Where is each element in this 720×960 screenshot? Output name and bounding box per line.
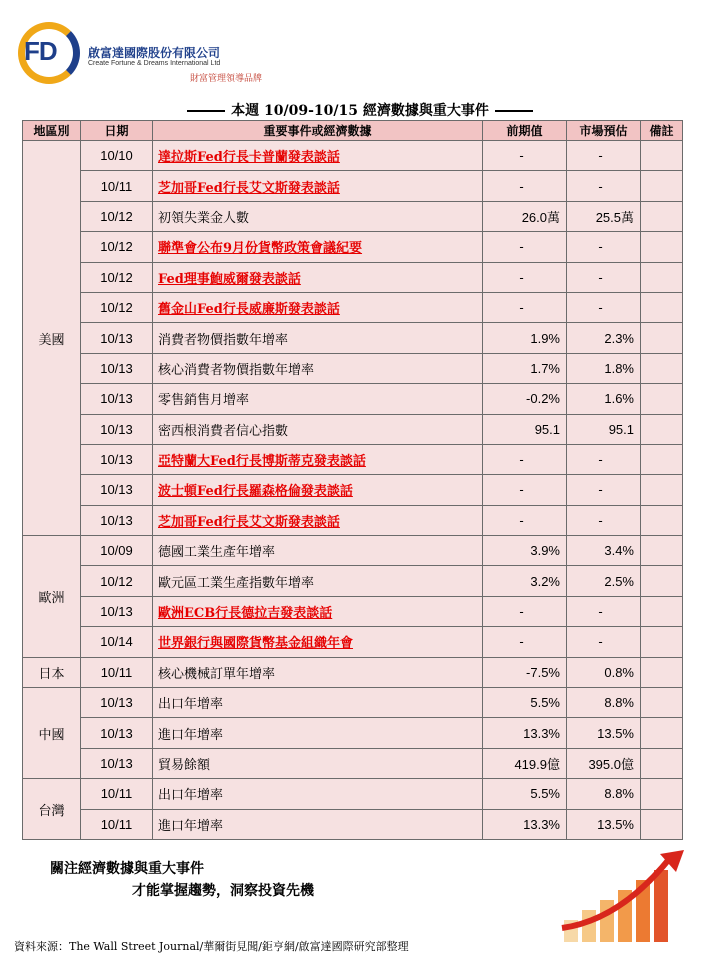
date-cell: 10/14 xyxy=(81,627,153,657)
date-cell: 10/11 xyxy=(81,657,153,687)
footer-slogan-line1: 關注經濟數據與重大事件 xyxy=(50,861,204,877)
forecast-value-cell: - xyxy=(567,627,641,657)
forecast-value-cell: 395.0億 xyxy=(567,748,641,778)
table-row xyxy=(23,718,683,748)
table-row xyxy=(23,748,683,778)
previous-value-cell: 13.3% xyxy=(483,809,567,839)
forecast-value-cell: 13.5% xyxy=(567,718,641,748)
event-cell: 歐洲ECB行長德拉吉發表談話 xyxy=(153,596,483,626)
event-cell: 亞特蘭大Fed行長博斯蒂克發表談話 xyxy=(153,444,483,474)
company-logo xyxy=(18,22,263,92)
growth-arrow-illustration xyxy=(560,850,690,946)
forecast-value-cell: 0.8% xyxy=(567,657,641,687)
event-cell: 德國工業生產年增率 xyxy=(153,536,483,566)
event-cell: 出口年增率 xyxy=(153,688,483,718)
title-rule-right xyxy=(495,110,533,112)
header-previous: 前期值 xyxy=(483,121,567,141)
note-cell xyxy=(641,566,683,596)
date-cell: 10/13 xyxy=(81,323,153,353)
date-cell: 10/13 xyxy=(81,444,153,474)
title-rule-left xyxy=(187,110,225,112)
deco-arrow-curve xyxy=(562,858,670,928)
table-row xyxy=(23,688,683,718)
table-row xyxy=(23,779,683,809)
table-row xyxy=(23,201,683,231)
forecast-value-cell: 13.5% xyxy=(567,809,641,839)
note-cell xyxy=(641,384,683,414)
event-cell: 舊金山Fed行長威廉斯發表談話 xyxy=(153,292,483,322)
note-cell xyxy=(641,596,683,626)
page-title: 本週 10/09-10/15 經濟數據與重大事件 xyxy=(231,103,489,119)
events-table xyxy=(22,120,683,840)
note-cell xyxy=(641,748,683,778)
previous-value-cell: 419.9億 xyxy=(483,748,567,778)
previous-value-cell: 3.9% xyxy=(483,536,567,566)
event-cell: 核心消費者物價指數年增率 xyxy=(153,353,483,383)
date-cell: 10/13 xyxy=(81,596,153,626)
date-cell: 10/13 xyxy=(81,475,153,505)
table-row xyxy=(23,566,683,596)
previous-value-cell: 95.1 xyxy=(483,414,567,444)
event-cell: 世界銀行與國際貨幣基金組織年會 xyxy=(153,627,483,657)
table-row xyxy=(23,536,683,566)
table-row xyxy=(23,141,683,171)
table-row xyxy=(23,384,683,414)
note-cell xyxy=(641,171,683,201)
event-cell: 波士頓Fed行長羅森格倫發表談話 xyxy=(153,475,483,505)
note-cell xyxy=(641,536,683,566)
event-cell: 貿易餘額 xyxy=(153,748,483,778)
previous-value-cell: -0.2% xyxy=(483,384,567,414)
note-cell xyxy=(641,323,683,353)
region-cell-taiwan: 台灣 xyxy=(23,779,81,840)
forecast-value-cell: - xyxy=(567,444,641,474)
forecast-value-cell: 1.6% xyxy=(567,384,641,414)
previous-value-cell: - xyxy=(483,596,567,626)
region-cell-us: 美國 xyxy=(23,141,81,536)
date-cell: 10/13 xyxy=(81,384,153,414)
previous-value-cell: 3.2% xyxy=(483,566,567,596)
forecast-value-cell: - xyxy=(567,141,641,171)
note-cell xyxy=(641,262,683,292)
date-cell: 10/12 xyxy=(81,201,153,231)
previous-value-cell: 1.7% xyxy=(483,353,567,383)
note-cell xyxy=(641,779,683,809)
forecast-value-cell: - xyxy=(567,596,641,626)
note-cell xyxy=(641,657,683,687)
header-note: 備註 xyxy=(641,121,683,141)
forecast-value-cell: 2.3% xyxy=(567,323,641,353)
note-cell xyxy=(641,505,683,535)
date-cell: 10/12 xyxy=(81,262,153,292)
previous-value-cell: 5.5% xyxy=(483,779,567,809)
previous-value-cell: 5.5% xyxy=(483,688,567,718)
forecast-value-cell: 8.8% xyxy=(567,779,641,809)
previous-value-cell: - xyxy=(483,232,567,262)
previous-value-cell: - xyxy=(483,141,567,171)
header-forecast: 市場預估 xyxy=(567,121,641,141)
date-cell: 10/13 xyxy=(81,505,153,535)
event-cell: 進口年增率 xyxy=(153,718,483,748)
previous-value-cell: 13.3% xyxy=(483,718,567,748)
previous-value-cell: - xyxy=(483,262,567,292)
table-row xyxy=(23,627,683,657)
header-event: 重要事件或經濟數據 xyxy=(153,121,483,141)
table-row xyxy=(23,475,683,505)
previous-value-cell: - xyxy=(483,475,567,505)
forecast-value-cell: - xyxy=(567,292,641,322)
forecast-value-cell: - xyxy=(567,505,641,535)
date-cell: 10/12 xyxy=(81,292,153,322)
company-name: 啟富達國際股份有限公司 xyxy=(88,46,221,60)
note-cell xyxy=(641,141,683,171)
note-cell xyxy=(641,292,683,322)
event-cell: Fed理事鮑威爾發表談話 xyxy=(153,262,483,292)
forecast-value-cell: 8.8% xyxy=(567,688,641,718)
header-date: 日期 xyxy=(81,121,153,141)
table-row xyxy=(23,444,683,474)
event-cell: 出口年增率 xyxy=(153,779,483,809)
note-cell xyxy=(641,414,683,444)
event-cell: 聯準會公布9月份貨幣政策會議紀要 xyxy=(153,232,483,262)
forecast-value-cell: - xyxy=(567,475,641,505)
event-cell: 消費者物價指數年增率 xyxy=(153,323,483,353)
note-cell xyxy=(641,475,683,505)
date-cell: 10/13 xyxy=(81,718,153,748)
date-cell: 10/11 xyxy=(81,779,153,809)
table-row xyxy=(23,292,683,322)
forecast-value-cell: 3.4% xyxy=(567,536,641,566)
table-row xyxy=(23,262,683,292)
event-cell: 進口年增率 xyxy=(153,809,483,839)
note-cell xyxy=(641,809,683,839)
date-cell: 10/13 xyxy=(81,688,153,718)
logo-mark: FD xyxy=(24,36,57,66)
previous-value-cell: 26.0萬 xyxy=(483,201,567,231)
deco-bar-6 xyxy=(654,870,668,942)
table-row xyxy=(23,353,683,383)
date-cell: 10/09 xyxy=(81,536,153,566)
previous-value-cell: - xyxy=(483,292,567,322)
event-cell: 歐元區工業生產指數年增率 xyxy=(153,566,483,596)
table-row xyxy=(23,596,683,626)
region-cell-china: 中國 xyxy=(23,688,81,779)
event-cell: 達拉斯Fed行長卡普蘭發表談話 xyxy=(153,141,483,171)
date-cell: 10/10 xyxy=(81,141,153,171)
forecast-value-cell: - xyxy=(567,232,641,262)
footer-slogan-line2: 才能掌握趨勢，洞察投資先機 xyxy=(132,883,314,899)
date-cell: 10/11 xyxy=(81,809,153,839)
table-row xyxy=(23,505,683,535)
table-header-row xyxy=(23,121,683,141)
previous-value-cell: - xyxy=(483,444,567,474)
date-cell: 10/11 xyxy=(81,171,153,201)
previous-value-cell: - xyxy=(483,505,567,535)
note-cell xyxy=(641,627,683,657)
table-row xyxy=(23,232,683,262)
forecast-value-cell: - xyxy=(567,262,641,292)
company-english-name: Create Fortune & Dreams International Ltd xyxy=(88,60,221,67)
note-cell xyxy=(641,444,683,474)
date-cell: 10/13 xyxy=(81,748,153,778)
note-cell xyxy=(641,718,683,748)
region-cell-europe: 歐洲 xyxy=(23,536,81,658)
table-row xyxy=(23,657,683,687)
deco-bar-3 xyxy=(600,900,614,942)
event-cell: 零售銷售月增率 xyxy=(153,384,483,414)
region-cell-japan: 日本 xyxy=(23,657,81,687)
forecast-value-cell: 2.5% xyxy=(567,566,641,596)
date-cell: 10/12 xyxy=(81,232,153,262)
previous-value-cell: - xyxy=(483,171,567,201)
event-cell: 芝加哥Fed行長艾文斯發表談話 xyxy=(153,171,483,201)
table-row xyxy=(23,414,683,444)
previous-value-cell: 1.9% xyxy=(483,323,567,353)
date-cell: 10/13 xyxy=(81,414,153,444)
table-row xyxy=(23,323,683,353)
date-cell: 10/12 xyxy=(81,566,153,596)
event-cell: 密西根消費者信心指數 xyxy=(153,414,483,444)
forecast-value-cell: 25.5萬 xyxy=(567,201,641,231)
note-cell xyxy=(641,232,683,262)
header-region: 地區別 xyxy=(23,121,81,141)
forecast-value-cell: - xyxy=(567,171,641,201)
date-cell: 10/13 xyxy=(81,353,153,383)
table-row xyxy=(23,809,683,839)
note-cell xyxy=(641,353,683,383)
event-cell: 初領失業金人數 xyxy=(153,201,483,231)
note-cell xyxy=(641,688,683,718)
page-title-wrap xyxy=(0,100,720,120)
note-cell xyxy=(641,201,683,231)
previous-value-cell: -7.5% xyxy=(483,657,567,687)
forecast-value-cell: 95.1 xyxy=(567,414,641,444)
table-row xyxy=(23,171,683,201)
company-slogan: 財富管理領導品牌 xyxy=(190,73,263,83)
source-note: 資料來源：The Wall Street Journal/華爾街見聞/鉅亨網/啟富達國際研究部整理 xyxy=(14,940,409,953)
previous-value-cell: - xyxy=(483,627,567,657)
event-cell: 核心機械訂單年增率 xyxy=(153,657,483,687)
table-body xyxy=(23,141,683,840)
event-cell: 芝加哥Fed行長艾文斯發表談話 xyxy=(153,505,483,535)
forecast-value-cell: 1.8% xyxy=(567,353,641,383)
